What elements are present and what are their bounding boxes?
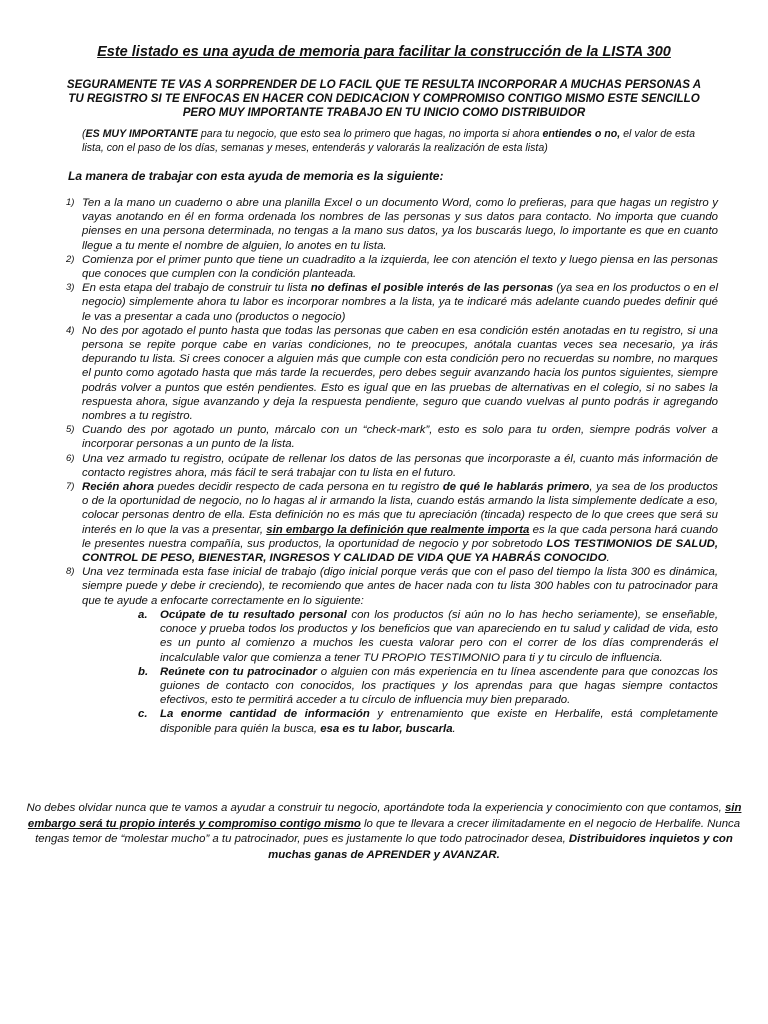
closing-text-1: No debes olvidar nunca que te vamos a ayudar a construir tu negocio, aportándote toda la experiencia y conocimiento con que contamos, xyxy=(26,802,725,814)
closing-text-2: lo que te llevara a crecer ilimitadamente en el negocio de Herbalife. Nunca tengas temor de “molestar mucho” a tu patrocinador, pues es justamente lo que todo patrocinador desea, xyxy=(35,817,741,845)
step-5 xyxy=(66,423,718,451)
step-number: 1) xyxy=(66,197,75,208)
step-text: puedes decidir respecto de cada persona en tu registro xyxy=(153,481,443,494)
intro-bold-2: entiendes o no, xyxy=(542,128,621,140)
intro-text-2: para tu negocio, que esto sea lo primero que hagas, no importa si ahora xyxy=(197,128,543,140)
sub-step-letter: a. xyxy=(138,608,148,621)
steps-list xyxy=(66,196,719,736)
closing-paragraph xyxy=(26,801,742,863)
step-text: Una vez terminada esta fase inicial de trabajo (digo inicial porque verás que con el paso del tiempo la lista 300 es dinámica, siempre puede y debe ir creciendo), te recomiendo que antes de hacer nada con tu lista 300 hables con tu patrocinador para que te ayude a enfocarte correctamente en lo siguiente: xyxy=(82,566,718,607)
step-text: , ya sea de los productos o de la oportunidad de negocio, no lo hagas al ir armando la lista, cuando estás armando la lista simplemente dedícate a eso, colocar personas dentro de ella. Esta definición no es más que tu apreciación (tincada) respecto de lo que crees que será su interés en lo que la vas a presentar, xyxy=(82,481,718,536)
step-text: Cuando des por agotado un punto, márcalo con un “check-mark”, esto es solo para tu orden, siempre podrás volver a incorporar personas a un punto de la lista. xyxy=(82,424,718,451)
sub-step-text: o alguien con más experiencia en tu línea ascendente para que conozcas los guiones de contacto con conocidos, los practiques y los aprendas para que hagas siempre contactos efectivos, esto te permitirá acceder a tu círculo de influencia muy bien preparado. xyxy=(160,665,718,707)
sub-step-bold: esa es tu labor, buscarla xyxy=(320,722,453,735)
sub-step-text: con los productos (si aún no lo has hecho seriamente), se enseñable, conoce y prueba todos los productos y los beneficios que van apareciendo en tu salud y calidad de vida, esto es un punto al comienzo a muchos les cuesta valorar pero con el correr de los días comprenderás el incalculable valor que comienza a tener TU PROPIO TESTIMONIO para ti y tu circulo de influencia. xyxy=(160,608,718,664)
step-number: 4) xyxy=(66,324,75,336)
step-8 xyxy=(66,565,719,735)
step-bold-underline: sin embargo la definición que realmente importa xyxy=(266,523,530,536)
step-text: No des por agotado el punto hasta que todas las personas que caben en esa condición estén anotadas en tu registro, si una persona se repite porque cabe en varias condiciones, no te preocupes, anótala cuantas veces sea necesario, ya irás depurando tu lista. Si crees conocer a alguien más que cumple con esta condición pero no recuerdas su nombre, no marques el punto como agotado hasta que más tarde la recuerdes, pero debes seguir avanzando hacia los puntos siguientes, siempre podrás volver a puntos que estén pendientes. Esto es igual que en las pruebas de alternativas en el colegio, si no sabes la respuesta ahora, sigue avanzando y deja la respuesta pendiente, seguro que cuando vuelvas al punto podrás ir agregando nombres a tu registro. xyxy=(82,324,718,423)
step-number: 8) xyxy=(66,566,75,578)
intro-text-3: el valor de esta lista, con el paso de los días, semanas y meses, entenderás y valorarás la realización de esta lista) xyxy=(82,128,695,154)
sub-steps xyxy=(82,608,718,736)
sub-step-letter: b. xyxy=(138,665,149,678)
step-bold: no definas el posible interés de las personas xyxy=(310,282,554,295)
step-number: 7) xyxy=(66,481,75,493)
step-bold: Recién ahora xyxy=(82,481,154,494)
sub-step-b xyxy=(138,665,718,708)
step-bold: de qué le hablarás primero xyxy=(442,481,590,494)
step-7 xyxy=(66,480,718,565)
step-number: 5) xyxy=(66,424,75,436)
step-text: Comienza por el primer punto que tiene un cuadradito a la izquierda, lee con atención el texto y luego piensa en las personas que conoces que cumplen con la condición planteada. xyxy=(82,253,718,281)
step-text: Una vez armado tu registro, ocúpate de rellenar los datos de las personas que incorporaste a él, cuanto más información de contacto registres ahora, más fácil te será trabajar con tu lista en el futuro. xyxy=(82,452,718,479)
lead-heading: La manera de trabajar con esta ayuda de memoria es la siguiente: xyxy=(68,169,444,183)
step-bold: LOS TESTIMONIOS DE SALUD, CONTROL DE PESO, BIENESTAR, INGRESOS Y CALIDAD DE VIDA QUE YA HABRÁS CONOCIDO xyxy=(82,537,718,565)
document-subtitle: SEGURAMENTE TE VAS A SORPRENDER DE LO FACIL QUE TE RESULTA INCORPORAR A MUCHAS PERSONAS A TU REGISTRO SI TE ENFOCAS EN HACER CON DEDICACION Y COMPROMISO CONTIGO MISMO ESTE SENCILLO PERO MUY IMPORTANTE TRABAJO EN TU INICIO COMO DISTRIBUIDOR xyxy=(66,78,702,119)
step-4 xyxy=(66,324,718,423)
sub-step-bold: La enorme cantidad de información xyxy=(160,708,370,721)
closing-bold-underline: sin embargo será tu propio interés y compromiso contigo mismo xyxy=(27,802,742,830)
document-title: Este listado es una ayuda de memoria para facilitar la construcción de la LISTA 300 xyxy=(97,44,671,60)
step-number: 6) xyxy=(66,452,75,464)
sub-step-c xyxy=(138,707,719,735)
step-text: Ten a la mano un cuaderno o abre una planilla Excel o un documento Word, como lo prefieras, para que hagas un registro y vayas anotando en él en forma ordenada los nombres de las personas y sus datos para contacto. No importa que cuando pienses en una persona determinada, no tengas a la mano sus datos, ya los buscarás luego, lo importante es que en cuanto llegue a tu mente el nombre de alguien, lo anotes en tu lista. xyxy=(82,197,718,252)
intro-bold-1: ES MUY IMPORTANTE xyxy=(85,128,198,140)
sub-step-a xyxy=(138,608,718,665)
step-text: es la que cada persona hará cuando le presentes nuestra compañía, sus productos, la oportunidad de negocio y por sobretodo xyxy=(82,523,718,550)
sub-step-text: . xyxy=(452,722,456,735)
step-text: (ya sea en los productos o en el negocio) simplemente ahora tu labor es incorporar nombres a la lista, ya te indicaré más adelante cuando puedes definir qué le vas a presentar a cada uno (productos o negocio) xyxy=(82,282,718,323)
step-6 xyxy=(66,452,718,480)
intro-paragraph xyxy=(82,127,718,155)
step-1 xyxy=(66,196,718,253)
step-text: . xyxy=(606,552,610,565)
sub-step-text: y entrenamiento que existe en Herbalife, está completamente disponible para quién la busca, xyxy=(160,708,719,735)
sub-step-bold: Ocúpate de tu resultado personal xyxy=(160,608,347,621)
sub-step-bold: Reúnete con tu patrocinador xyxy=(160,665,317,678)
step-number: 3) xyxy=(66,282,75,294)
step-3 xyxy=(66,281,718,324)
closing-bold: Distribuidores inquietos y con muchas ganas de APRENDER y AVANZAR. xyxy=(268,833,733,861)
step-text: En esta etapa del trabajo de construir tu lista xyxy=(82,282,311,295)
step-2 xyxy=(66,253,718,281)
step-number: 2) xyxy=(66,253,75,265)
intro-text-1: ( xyxy=(82,128,86,140)
sub-step-letter: c. xyxy=(138,708,148,721)
